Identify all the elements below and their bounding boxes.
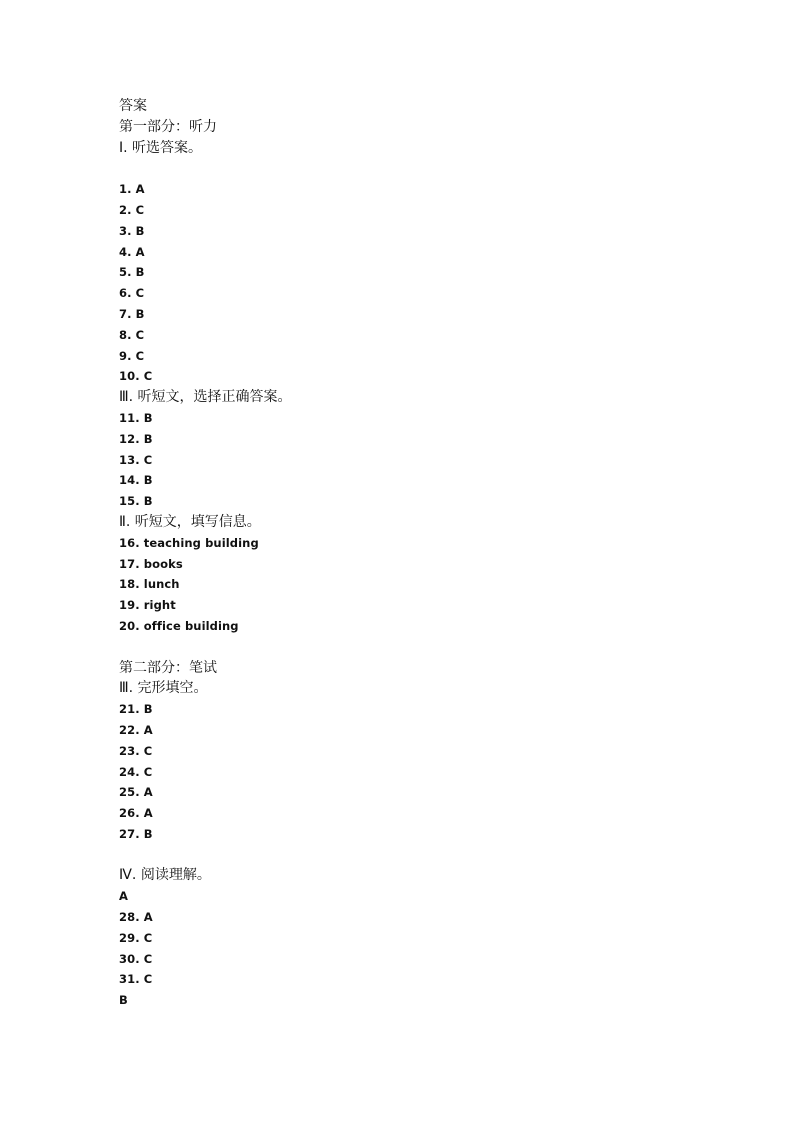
section-heading: Ⅲ. 听短文，选择正确答案。: [119, 389, 292, 406]
section-heading: Ⅳ. 阅读理解。: [119, 867, 211, 884]
answer-item: 2. C: [119, 202, 145, 217]
answer-item: 22. A: [119, 722, 153, 737]
answer-item: 23. C: [119, 743, 153, 758]
answer-item: 12. B: [119, 431, 153, 446]
answer-item: 26. A: [119, 806, 153, 821]
section-heading: Ⅰ. 听选答案。: [119, 139, 203, 156]
answer-item: 30. C: [119, 951, 153, 966]
part2-heading: 第二部分：笔试: [119, 659, 217, 676]
answer-item: 18. lunch: [119, 577, 180, 592]
section-heading: Ⅱ. 听短文，填写信息。: [119, 513, 261, 530]
answer-item: 7. B: [119, 306, 145, 321]
passage-label: B: [119, 993, 128, 1008]
document-title: 答案: [119, 98, 147, 114]
answer-item: 21. B: [119, 702, 153, 717]
answer-item: 8. C: [119, 327, 145, 342]
answer-item: 10. C: [119, 369, 153, 384]
answer-item: 14. B: [119, 473, 153, 488]
answer-item: 3. B: [119, 223, 145, 238]
answer-item: 11. B: [119, 410, 153, 425]
answer-item: 4. A: [119, 244, 145, 259]
passage-label: A: [119, 889, 129, 904]
blank-line: [119, 845, 719, 866]
answer-item: 15. B: [119, 494, 153, 509]
part1-heading: 第一部分：听力: [119, 118, 217, 135]
answer-item: 25. A: [119, 785, 153, 800]
answer-item: 20. office building: [119, 618, 239, 633]
blank-line: [119, 637, 719, 658]
answer-item: 28. A: [119, 910, 153, 925]
answer-item: 31. C: [119, 972, 153, 987]
answer-document: [119, 96, 719, 1011]
answer-item: 1. A: [119, 182, 145, 197]
answer-item: 27. B: [119, 826, 153, 841]
answer-item: 29. C: [119, 930, 153, 945]
answer-item: 17. books: [119, 556, 183, 571]
answer-item: 13. C: [119, 452, 153, 467]
answer-item: 24. C: [119, 764, 153, 779]
blank-line: [119, 158, 719, 179]
answer-item: 5. B: [119, 265, 145, 280]
section-heading: Ⅲ. 完形填空。: [119, 680, 208, 697]
answer-item: 16. teaching building: [119, 535, 259, 550]
answer-item: 19. right: [119, 598, 176, 613]
answer-item: 9. C: [119, 348, 145, 363]
answer-item: 6. C: [119, 286, 145, 301]
